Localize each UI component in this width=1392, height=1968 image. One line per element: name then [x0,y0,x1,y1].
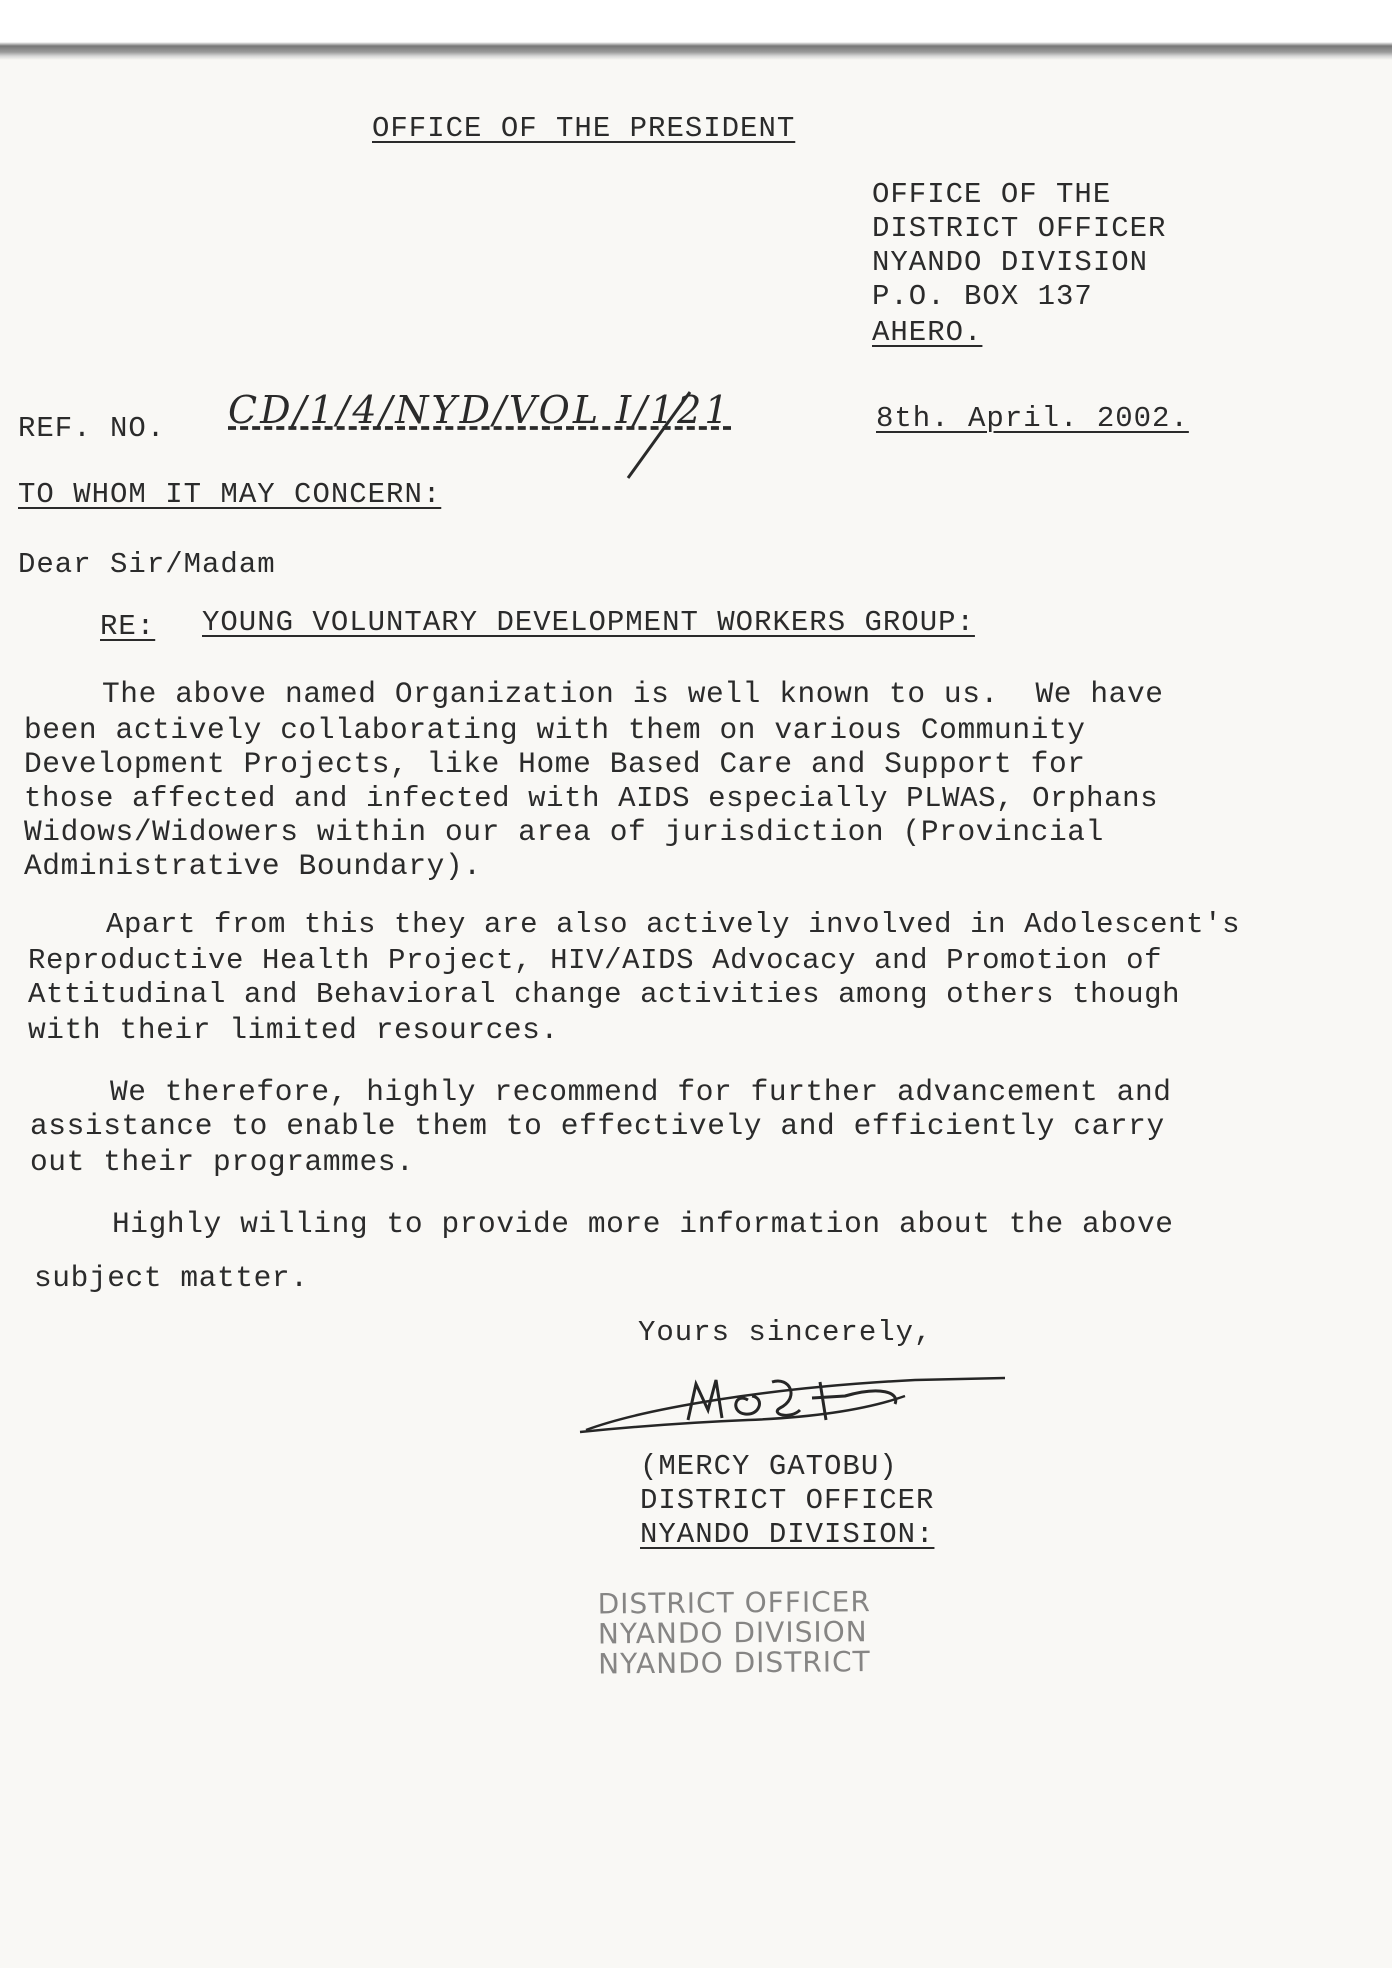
address-line: DISTRICT OFFICER [872,212,1167,245]
address-line: P.O. BOX 137 [872,280,1093,313]
address-line: AHERO. [872,316,983,349]
paragraph-line: Development Projects, like Home Based Care and Support for [24,747,1086,781]
addressee: TO WHOM IT MAY CONCERN: [18,478,442,511]
office-header: OFFICE OF THE PRESIDENT [372,112,796,145]
paragraph-line: with their limited resources. [28,1013,559,1047]
subject-label: RE: [100,610,156,643]
letter-date: 8th. April. 2002. [876,402,1189,435]
paragraph-line: assistance to enable them to effectively and efficiently carry [30,1109,1165,1143]
paragraph-line: Widows/Widowers within our area of jurisdiction (Provincial [24,815,1104,849]
stamp-line: NYANDO DIVISION [597,1615,868,1651]
address-line: OFFICE OF THE [872,178,1112,211]
office-stamp [598,1587,939,1700]
ref-number: CD/1/4/NYD/VOL I/121 [228,388,732,432]
paragraph-line: subject matter. [34,1261,309,1295]
paragraph-line: We therefore, highly recommend for further advancement and [110,1075,1172,1109]
paragraph-line: Attitudinal and Behavioral change activities among others though [28,978,1181,1011]
paragraph-line: been actively collaborating with them on various Community [24,713,1086,747]
paragraph-line: Reproductive Health Project, HIV/AIDS Advocacy and Promotion of [28,944,1163,977]
paragraph-line: out their programmes. [30,1145,415,1179]
scan-top-edge [0,0,1392,60]
paragraph-line: Apart from this they are also actively involved in Adolescent's [106,908,1241,941]
signatory-title: DISTRICT OFFICER [640,1484,935,1517]
stamp-line: NYANDO DISTRICT [598,1645,871,1681]
signature [0,0,10,10]
stamp-line: DISTRICT OFFICER [597,1585,871,1621]
salutation: Dear Sir/Madam [18,548,276,581]
subject-text: YOUNG VOLUNTARY DEVELOPMENT WORKERS GROUP: [202,606,975,639]
address-line: NYANDO DIVISION [872,246,1149,279]
paragraph-line: Highly willing to provide more information about the above [112,1207,1174,1241]
signatory-division: NYANDO DIVISION: [640,1518,935,1551]
paragraph-line: those affected and infected with AIDS especially PLWAS, Orphans [24,782,1159,815]
paragraph-line: Administrative Boundary). [24,849,482,883]
ref-label: REF. NO. [18,412,166,445]
closing: Yours sincerely, [638,1316,933,1349]
paragraph-line: The above named Organization is well known to us. We have [102,677,1164,711]
signatory-name: (MERCY GATOBU) [640,1450,898,1483]
